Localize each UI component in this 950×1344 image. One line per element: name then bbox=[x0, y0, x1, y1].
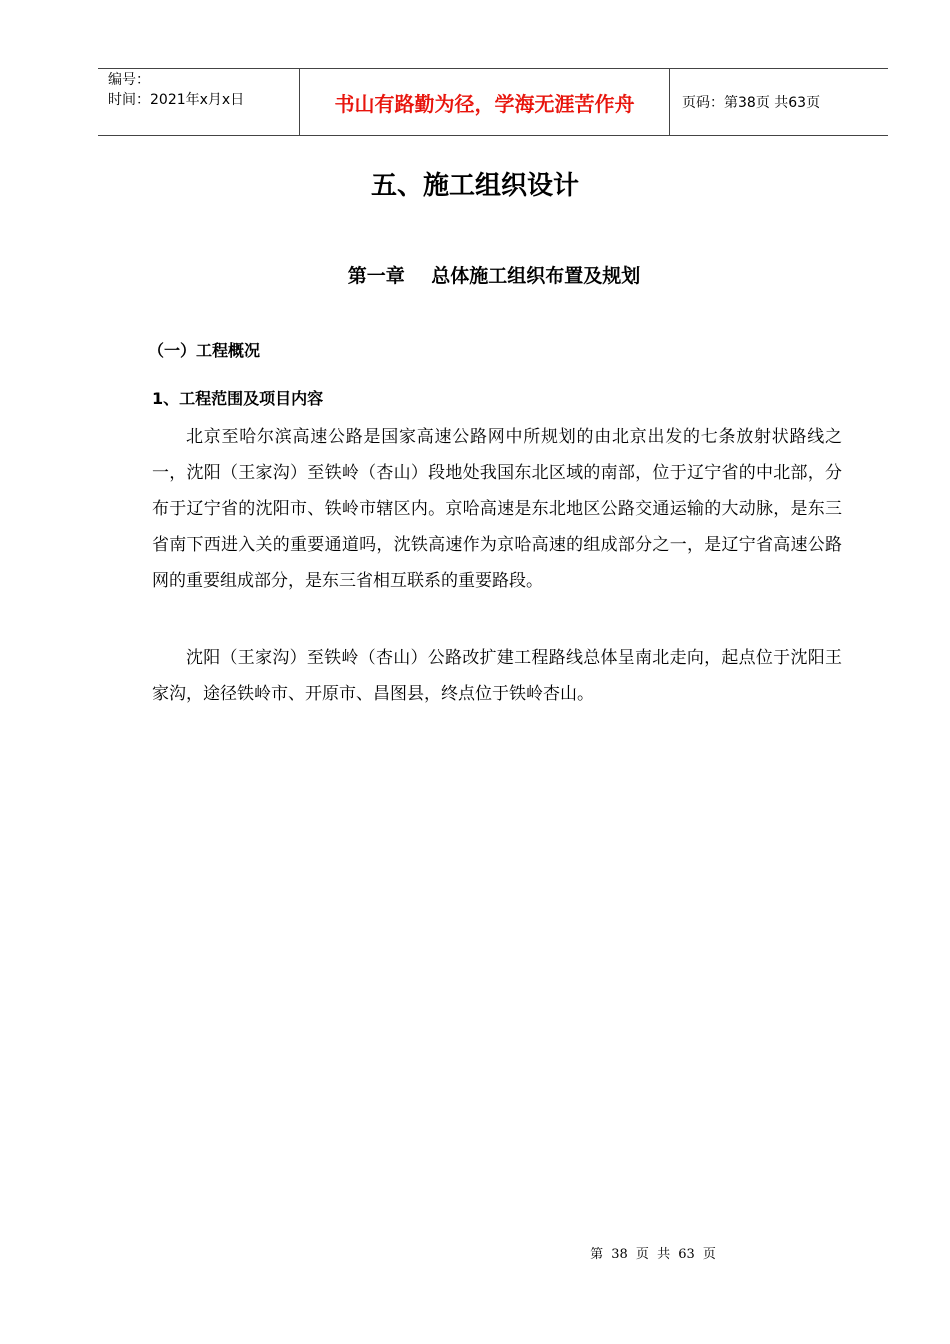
header-page-cell bbox=[670, 69, 888, 135]
subsection-heading: 1、工程范围及项目内容 bbox=[152, 389, 324, 408]
header-page-code: 页码：第38页 共63页 bbox=[682, 95, 821, 111]
chapter-heading: 第一章 总体施工组织布置及规划 bbox=[347, 265, 641, 287]
body-paragraph: 北京至哈尔滨高速公路是国家高速公路网中所规划的由北京出发的七条放射状路线之一，沈阳（王家沟）至铁岭（杏山）段地处我国东北区域的南部，位于辽宁省的中北部，分布于辽宁省的沈阳市、铁岭市辖区内。京哈高速是东北地区公路交通运输的大动脉，是东三省南下西进入关的重要通道吗，沈铁高速作为京哈高速的组成部分之一，是辽宁省高速公路网的重要组成部分，是东三省相互联系的重要路段。 bbox=[152, 427, 842, 591]
header-motto-cell bbox=[299, 69, 670, 135]
header-info-cell bbox=[98, 69, 299, 135]
section-heading: （一）工程概况 bbox=[148, 341, 261, 360]
body-paragraph: 沈阳（王家沟）至铁岭（杏山）公路改扩建工程路线总体呈南北走向，起点位于沈阳王家沟，途径铁岭市、开原市、昌图县，终点位于铁岭杏山。 bbox=[152, 648, 842, 704]
page-footer: 第 38 页 共 63 页 bbox=[590, 1247, 716, 1262]
page-header bbox=[98, 68, 888, 136]
time-label: 时间：2021年x月x日 bbox=[108, 92, 245, 108]
header-motto: 书山有路勤为径，学海无涯苦作舟 bbox=[334, 92, 635, 116]
serial-number-label: 编号： bbox=[108, 72, 150, 88]
document-title: 五、施工组织设计 bbox=[370, 171, 579, 201]
